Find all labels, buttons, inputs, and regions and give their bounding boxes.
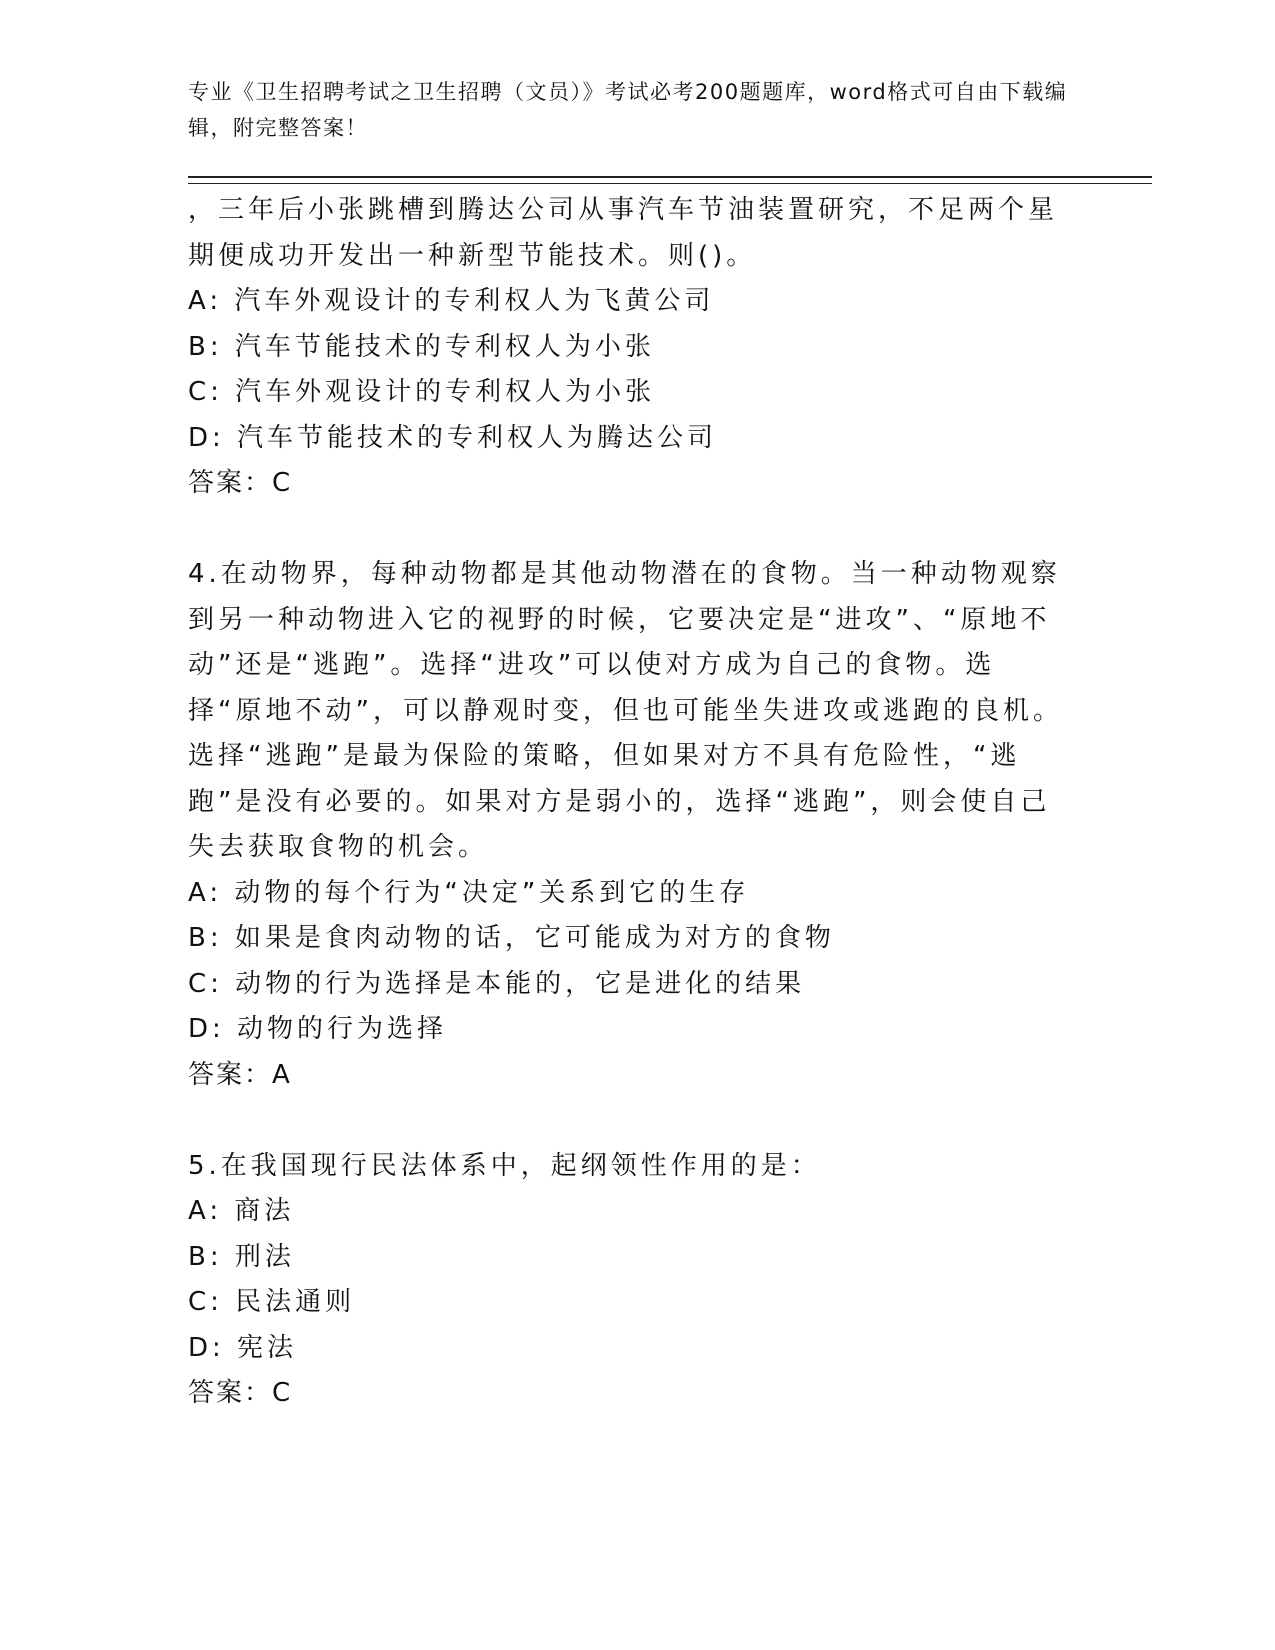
answer-line: 答案：A [188,1059,292,1090]
option-b: B: 刑法 [188,1241,295,1272]
option-d: D: 汽车节能技术的专利权人为腾达公司 [188,422,718,453]
question-text: 4.在动物界，每种动物都是其他动物潜在的食物。当一种动物观察到另一种动物进入它的视野的时候，它要决定是“进攻”、“原地不动”还是“逃跑”。选择“进攻”可以使对方成为自己的食物。选择“原地不动”，可以静观时变，但也可能坐失进攻或逃跑的良机。选择“逃跑”是最为保险的策略，但如果对方不具有危险性，“逃跑”是没有必要的。如果对方是弱小的，选择“逃跑”，则会使自己失去获取食物的机会。 [188,559,1063,862]
option-d: D: 宪法 [188,1332,298,1363]
option-c: C: 汽车外观设计的专利权人为小张 [188,377,656,407]
question-text: 5.在我国现行民法体系中，起纲领性作用的是： [188,1150,821,1181]
question-block [188,1144,1068,1417]
document-body [188,188,1068,1417]
option-d: D: 动物的行为选择 [188,1014,448,1044]
header-rule-thin [188,183,1152,184]
option-c: C: 民法通则 [188,1287,356,1317]
question-text: ，三年后小张跳槽到腾达公司从事汽车节油装置研究，不足两个星期便成功开发出一种新型节能技术。则()。 [188,195,1059,271]
spacer [188,507,1068,553]
question-block [188,552,1068,1098]
option-a: A: 商法 [188,1196,295,1226]
option-b: B: 如果是食肉动物的话，它可能成为对方的食物 [188,923,835,953]
answer-line: 答案：C [188,1378,293,1408]
option-a: A: 动物的每个行为“决定”关系到它的生存 [188,877,750,908]
answer-line: 答案：C [188,468,293,498]
document-header: 专业《卫生招聘考试之卫生招聘（文员）》考试必考200题题库，word格式可自由下载编辑，附完整答案！ [188,80,1068,140]
question-block [188,188,1068,507]
option-a: A: 汽车外观设计的专利权人为飞黄公司 [188,286,715,316]
option-b: B: 汽车节能技术的专利权人为小张 [188,331,655,362]
header-rule-thick [188,176,1152,178]
option-c: C: 动物的行为选择是本能的，它是进化的结果 [188,968,806,999]
spacer [188,1098,1068,1144]
